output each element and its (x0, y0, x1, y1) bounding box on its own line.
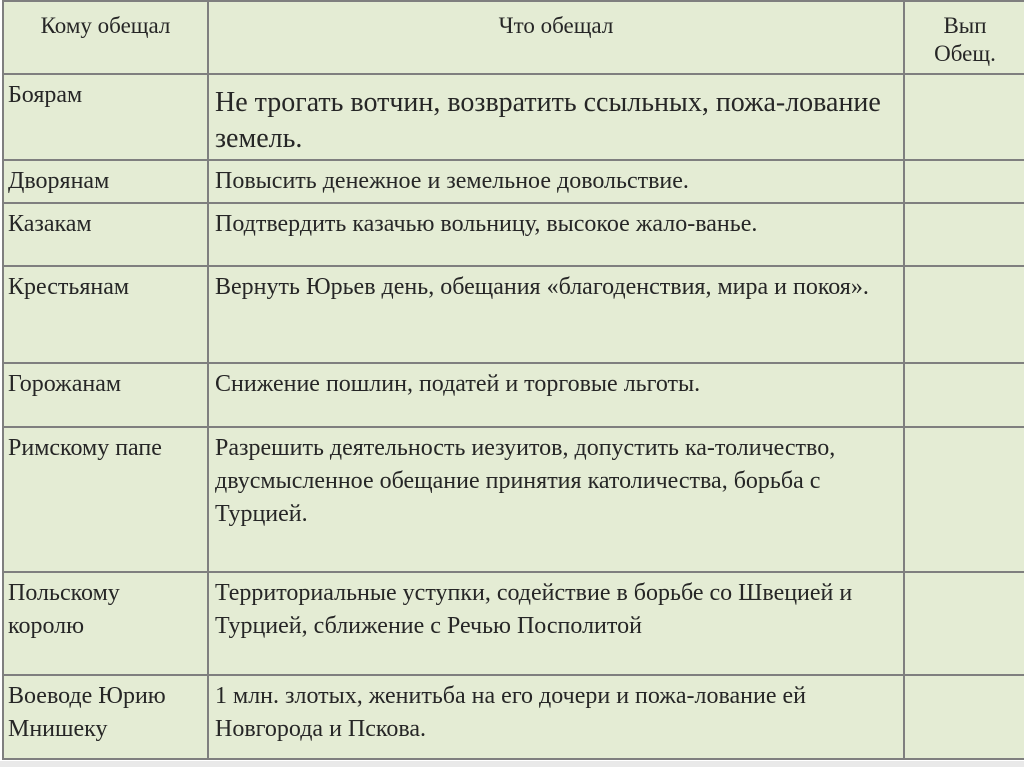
header-done-line2: Обещ. (934, 41, 996, 66)
row-done (904, 266, 1024, 363)
row-who: Воеводе Юрию Мнишеку (3, 675, 208, 759)
table-row (3, 427, 1024, 572)
row-done (904, 363, 1024, 427)
bottom-strip (0, 761, 1024, 767)
row-who: Боярам (3, 74, 208, 160)
header-done-line1: Вып (943, 13, 987, 38)
row-what: 1 млн. злотых, женитьба на его дочери и пожа-лование ей Новгорода и Пскова. (208, 675, 904, 759)
header-who: Кому обещал (3, 1, 208, 74)
header-done (904, 1, 1024, 74)
row-who: Дворянам (3, 160, 208, 203)
row-done (904, 203, 1024, 266)
row-done (904, 675, 1024, 759)
table-row (3, 675, 1024, 759)
table-row (3, 363, 1024, 427)
row-done (904, 572, 1024, 675)
row-what: Повысить денежное и земельное довольствие. (208, 160, 904, 203)
row-who: Казакам (3, 203, 208, 266)
row-what: Территориальные уступки, содействие в борьбе со Швецией и Турцией, сближение с Речью Посполитой (208, 572, 904, 675)
table-row (3, 203, 1024, 266)
promises-table (2, 0, 1024, 760)
row-what: Снижение пошлин, податей и торговые льготы. (208, 363, 904, 427)
table-row (3, 74, 1024, 160)
row-what: Разрешить деятельность иезуитов, допустить ка-толичество, двусмысленное обещание принятия католичества, борьба с Турцией. (208, 427, 904, 572)
row-what: Не трогать вотчин, возвратить ссыльных, пожа-лование земель. (208, 74, 904, 160)
row-what: Подтвердить казачью вольницу, высокое жало-ванье. (208, 203, 904, 266)
header-what: Что обещал (208, 1, 904, 74)
row-done (904, 74, 1024, 160)
table-row (3, 160, 1024, 203)
row-who: Польскому королю (3, 572, 208, 675)
table-row (3, 572, 1024, 675)
row-who: Крестьянам (3, 266, 208, 363)
header-row (3, 1, 1024, 74)
row-who: Римскому папе (3, 427, 208, 572)
row-who: Горожанам (3, 363, 208, 427)
row-done (904, 427, 1024, 572)
row-what: Вернуть Юрьев день, обещания «благоденствия, мира и покоя». (208, 266, 904, 363)
table-row (3, 266, 1024, 363)
row-done (904, 160, 1024, 203)
